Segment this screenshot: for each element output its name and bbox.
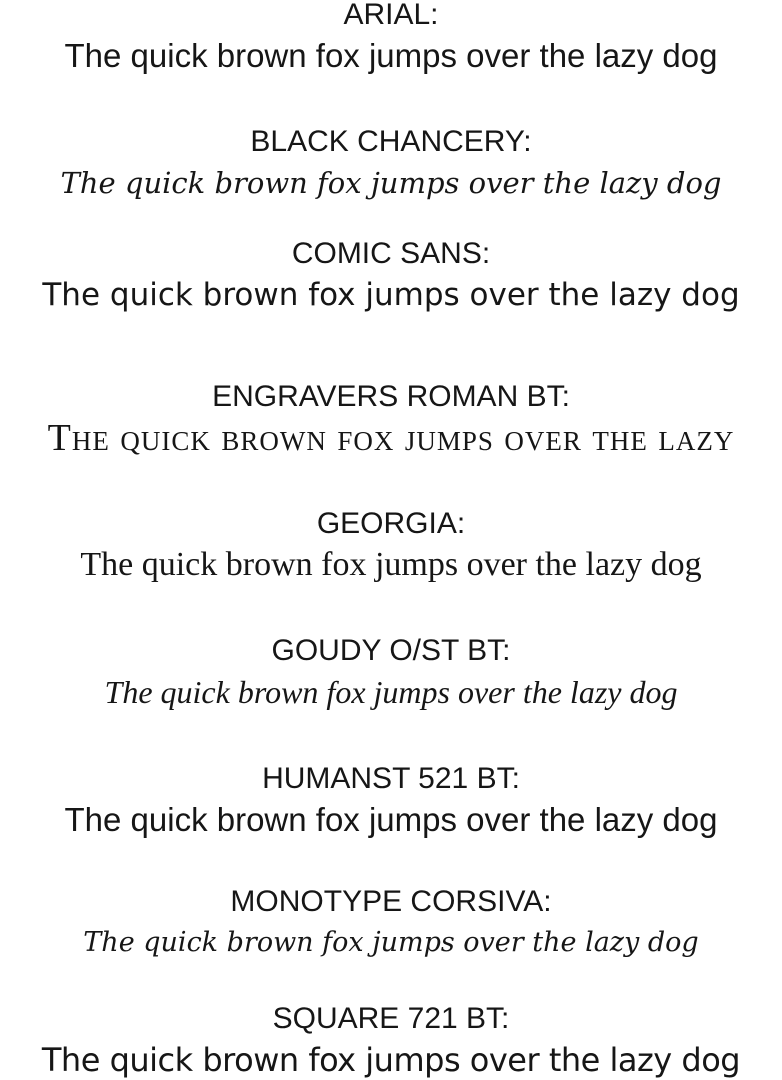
pangram-sample-comic-sans: The quick brown fox jumps over the lazy dog [42, 277, 740, 313]
pangram-sample-humanst-521-bt: The quick brown fox jumps over the lazy dog [64, 801, 718, 838]
font-section-goudy-ost-bt [0, 633, 782, 715]
font-name-label-comic-sans: COMIC SANS: [291, 237, 491, 270]
pangram-sample-georgia: The quick brown fox jumps over the lazy dog [80, 546, 702, 583]
pangram-sample-square-721-bt: The quick brown fox jumps over the lazy dog [41, 1041, 741, 1079]
font-name-label-georgia: GEORGIA: [316, 507, 466, 540]
font-section-engravers-roman-bt [0, 379, 782, 461]
pangram-sample-black-chancery: The quick brown fox jumps over the lazy dog [60, 166, 722, 200]
font-name-label-goudy-ost-bt: GOUDY O/ST BT: [271, 634, 511, 667]
font-section-georgia [0, 506, 782, 588]
pangram-sample-monotype-corsiva: The quick brown fox jumps over the lazy dog [83, 927, 699, 958]
font-section-monotype-corsiva [0, 884, 782, 966]
pangram-sample-arial: The quick brown fox jumps over the lazy dog [64, 37, 718, 74]
font-name-label-humanst-521-bt: HUMANST 521 BT: [262, 762, 520, 795]
pangram-sample-engravers-roman-bt: The quick brown fox jumps over the lazy [47, 417, 735, 459]
font-name-label-monotype-corsiva: MONOTYPE CORSIVA: [230, 885, 552, 918]
font-section-black-chancery [0, 124, 782, 206]
font-section-comic-sans [0, 236, 782, 318]
font-name-label-arial: ARIAL: [343, 0, 439, 31]
font-section-arial [0, 0, 782, 79]
font-section-square-721-bt [0, 1001, 782, 1080]
font-name-label-engravers-roman-bt: ENGRAVERS ROMAN BT: [212, 380, 570, 413]
font-name-label-black-chancery: BLACK CHANCERY: [250, 125, 532, 158]
font-section-humanst-521-bt [0, 761, 782, 843]
pangram-sample-goudy-ost-bt: The quick brown fox jumps over the lazy dog [104, 674, 678, 710]
font-name-label-square-721-bt: SQUARE 721 BT: [272, 1002, 510, 1035]
